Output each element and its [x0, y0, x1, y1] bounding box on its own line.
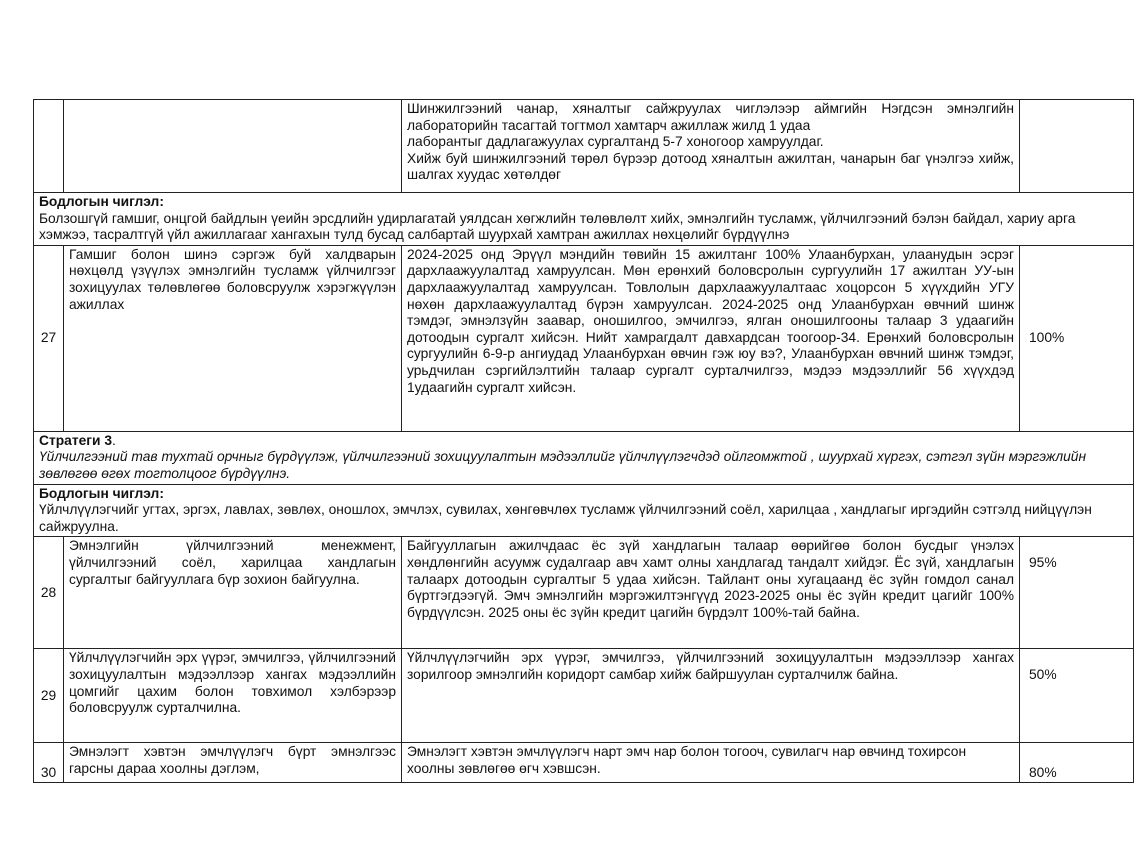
percent-value: 80%	[1029, 764, 1057, 780]
percent-cell	[1020, 743, 1134, 783]
activity-cell	[402, 100, 1020, 193]
activity-cell: Байгууллагын ажилчдаас ёс зүй хандлагын талаар өөрийгөө болон бусдыг үнэлэх хөндлөнгийн асуумж судалгаар авч хамт олны хандлагад тандалт хийдэг. Ёс зүй, хандлагын талаарх дотоодын сургалтыг 5 удаа хийсэн. Тайлант оны хугацаанд ёс зүйн гомдол санал бүртгэгдээгүй. Эмч эмнэлгийн мэргэжилтэнгүүд 2023-2025 оны ёс зүйн кредит цагийг 100% бүрдүүлсэн. 2025 оны ёс зүйн кредит цагийн бүрдэлт 100%-тай байна.	[402, 537, 1020, 649]
activity-cell: Үйлчлүүлэгчийн эрх үүрэг, эмчилгээ, үйлчилгээний зохицуулалтын мэдээллээр хангах зорилгоор эмнэлгийн коридорт самбар хийж байршуулан сурталчилж байна.	[402, 649, 1020, 743]
row-number: 30	[34, 743, 64, 783]
row-number: 28	[34, 537, 64, 649]
task-cell: Үйлчлүүлэгчийн эрх үүрэг, эмчилгээ, үйлчилгээний зохицуулалтын мэдээллээр хангах мэдээллийн цомгийг цахим болон товхимол хэлбэрээр боловсруулж сурталчилна.	[64, 649, 402, 743]
policy-direction-cell	[34, 193, 1134, 246]
table-row	[34, 649, 1134, 743]
policy-direction-cell	[34, 484, 1134, 537]
task-cell: Эмнэлэгт хэвтэн эмчлүүлэгч бүрт эмнэлгээс гарсны дараа хоолны дэглэм,	[64, 743, 402, 783]
activity-cell: Эмнэлэгт хэвтэн эмчлүүлэгч нарт эмч нар болон тогооч, сувилагч нар өвчинд тохирсон хоолны зөвлөгөө өгч хэвшсэн.	[402, 743, 1020, 783]
num-cell-empty	[34, 100, 64, 193]
activity-line: Хийж буй шинжилгээний төрөл бүрээр дотоод хяналтын ажилтан, чанарын баг үнэлгээ хийж, шалгах хуудас хөтөлдөг	[407, 150, 1014, 183]
percent-value: 95%	[1029, 555, 1057, 571]
plan-report-table	[33, 99, 1134, 783]
strategy-text: Үйлчилгээний тав тухтай орчныг бүрдүүлэж, үйлчилгээний зохицуулалтын мэдээллийг үйлчлүүлэгчдэд ойлгомжтой , шуурхай хүргэх, сэтгэл зүйн мэргэжлийн зөвлөгөө өгөх тогтолцоог бүрдүүлнэ.	[39, 449, 1087, 481]
task-cell: Гамшиг болон шинэ сэргэж буй халдварын нөхцөлд үзүүлэх эмнэлгийн тусламж үйлчилгээг зохицуулах төлөвлөгөө боловсруулж хэрэгжүүлэн ажиллах	[64, 245, 402, 431]
percent-cell-empty	[1020, 100, 1134, 193]
task-cell-empty	[64, 100, 402, 193]
policy-direction-row	[34, 193, 1134, 246]
percent-value: 100%	[1029, 329, 1065, 345]
row-number: 27	[34, 245, 64, 431]
strategy-title-dot: .	[112, 432, 116, 448]
activity-line: лаборантыг дадлагажуулах сургалтанд 5-7 хоногоор хамруулдаг.	[407, 134, 824, 150]
percent-cell	[1020, 649, 1134, 743]
percent-cell	[1020, 537, 1134, 649]
percent-value: 50%	[1029, 667, 1057, 683]
task-cell: Эмнэлгийн үйлчилгээний менежмент, үйлчилгээний соёл, харилцаа хандлагын сургалтыг байгууллага бүр зохион байгуулна.	[64, 537, 402, 649]
policy-direction-row	[34, 484, 1134, 537]
table-row-continued	[34, 100, 1134, 193]
table-row	[34, 743, 1134, 783]
activity-line: Шинжилгээний чанар, хяналтыг сайжруулах чиглэлээр аймгийн Нэгдсэн эмнэлгийн лабораторийн тасагтай тогтмол хамтарч ажиллаж жилд 1 удаа	[407, 101, 1014, 133]
table-row	[34, 537, 1134, 649]
activity-cell: 2024-2025 онд Эрүүл мэндийн төвийн 15 ажилтанг 100% Улаанбурхан, улаанудын эсрэг дархлаажуулалтад хамруулсан. Мөн ерөнхий боловсролын сургуулийн 17 ажилтан УУ-ын дархлаажуулалтад хамруулсан. Товлолын дархлаажуулалтаас хоцорсон 5 хүүхдийн УГУ нөхөн дархлаажуулалтад бүрэн хамруулсан. 2024-2025 онд Улаанбурхан өвчний шинж тэмдэг, эмнэлзүйн заавар, оношилгоо, эмчилгээ, ялган оношилгооны талаар 3 удаагийн дотоодын сургалт хийсэн. Нийт хамрагдалт давхардсан тоогоор-34. Ерөнхий боловсролын сургуулийн 6-9-р ангиудад Улаанбурхан өвчин гэж юу вэ?, Улаанбурхан өвчний шинж тэмдэг, урьдчилан сэргийлэлтийн талаар сургалт сурталчилгээ, мэдээ мэдээллийг 56 хүүхдэд 1удаагийн сургалт хийсэн.	[402, 245, 1020, 431]
strategy-cell	[34, 431, 1134, 484]
row-number: 29	[34, 649, 64, 743]
policy-direction-title: Бодлогын чиглэл:	[39, 485, 164, 501]
table-row	[34, 245, 1134, 431]
policy-direction-text: Болзошгүй гамшиг, онцгой байдлын үеийн эрсдлийн удирлагатай уялдсан хөгжлийн төлөвлөлт хийх, эмнэлгийн тусламж, үйлчилгээний бэлэн байдал, хариу арга хэмжээ, тасралтгүй үйл ажиллагааг хангахын тулд бусад салбартай шуурхай хамтран ажиллах нөхцөлийг бүрдүүлнэ	[39, 210, 1076, 243]
strategy-row	[34, 431, 1134, 484]
strategy-title: Стратеги 3	[39, 432, 112, 448]
policy-direction-title: Бодлогын чиглэл:	[39, 194, 164, 209]
percent-cell	[1020, 245, 1134, 431]
policy-direction-text: Үйлчлүүлэгчийг угтах, эргэх, лавлах, зөвлөх, оношлох, эмчлэх, сувилах, хөнгөвчлөх тусламж үйлчилгээний соёл, харилцаа , хандлагыг иргэдийн сэтгэлд нийцүүлэн сайжруулна.	[39, 502, 1092, 534]
